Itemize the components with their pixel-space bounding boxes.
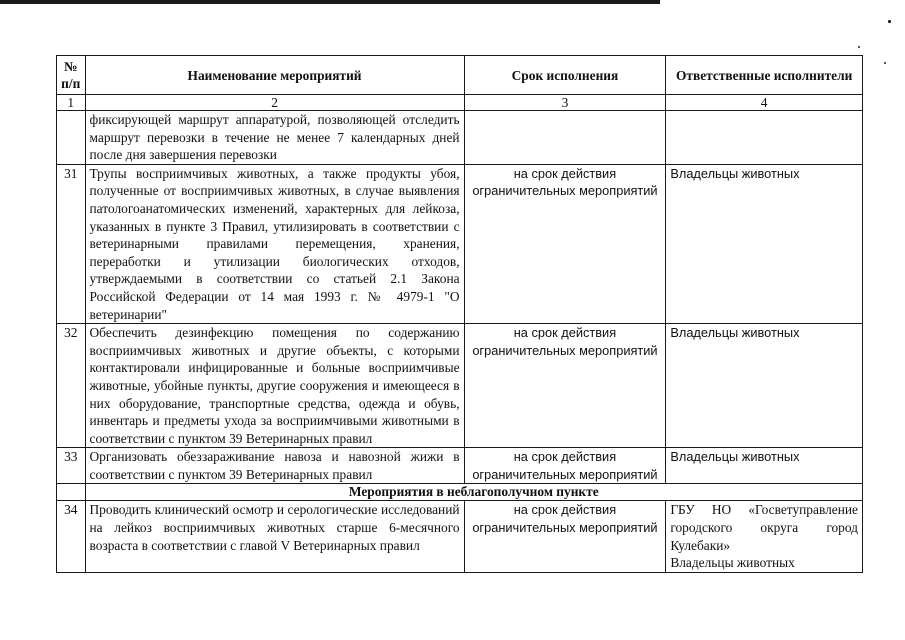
scan-speck — [884, 62, 886, 64]
table-row — [57, 501, 863, 572]
deadline-text — [464, 111, 666, 165]
row-number — [57, 111, 86, 165]
table-row — [57, 324, 863, 448]
row-number: 33 — [57, 448, 86, 484]
header-deadline: Срок исполнения — [464, 56, 666, 95]
deadline-text: на срок действия ограничительных мероприятий — [464, 164, 666, 323]
header-responsible: Ответственные исполнители — [666, 56, 863, 95]
responsible-text — [666, 111, 863, 165]
responsible-agency: ГБУ НО «Госветуправление городского округа город Кулебаки» — [670, 502, 858, 553]
table-row — [57, 111, 863, 165]
measure-text: фиксирующей маршрут аппаратурой, позволяющей отследить маршрут перевозки в течение не менее 7 календарных дней после дня завершения перевозки — [85, 111, 464, 165]
row-number: 32 — [57, 324, 86, 448]
scan-speck — [858, 46, 860, 48]
responsible-text: Владельцы животных — [666, 448, 863, 484]
column-index: 2 — [85, 95, 464, 111]
header-measure-name: Наименование мероприятий — [85, 56, 464, 95]
table-row — [57, 448, 863, 484]
section-row — [57, 484, 863, 501]
measures-table — [56, 55, 863, 573]
measure-text: Трупы восприимчивых животных, а также продукты убоя, полученные от восприимчивых животных, в случае выявления патологоанатомических изменений, характерных для лейкоза, указанных в пункте 3 Правил, утилизировать в соответствии с ветеринарными правилами перемещения, хранения, переработки и утилизации биологических отходов, утверждаемыми в соответствии со статьей 2.1 Закона Российской Федерации от 14 мая 1993 г. № 4979-1 "О ветеринарии" — [85, 164, 464, 323]
measure-text: Проводить клинический осмотр и серологические исследований на лейкоз восприимчивых животных старше 6-месячного возраста в соответствии с главой V Ветеринарных правил — [85, 501, 464, 572]
row-number: 31 — [57, 164, 86, 323]
header-number: № п/п — [57, 56, 86, 95]
responsible-text: Владельцы животных — [666, 324, 863, 448]
responsible-owners: Владельцы животных — [670, 555, 795, 571]
measure-text: Обеспечить дезинфекцию помещения по содержанию восприимчивых животных и другие объекты, с которыми контактировали инфицированные и больные восприимчивые животные, убойные пункты, другие сооружения и имеющееся в них оборудование, транспортные средства, одежда и обувь, инвентарь и предметы ухода за восприимчивыми животными в соответствии с пунктом 39 Ветеринарных правил — [85, 324, 464, 448]
deadline-text: на срок действия ограничительных мероприятий — [464, 501, 666, 572]
column-index: 4 — [666, 95, 863, 111]
section-title: Мероприятия в неблагополучном пункте — [85, 484, 862, 501]
column-index: 1 — [57, 95, 86, 111]
table-header-row — [57, 56, 863, 95]
column-index: 3 — [464, 95, 666, 111]
column-index-row — [57, 95, 863, 111]
responsible-text: Владельцы животных — [666, 164, 863, 323]
table-row — [57, 164, 863, 323]
deadline-text: на срок действия ограничительных мероприятий — [464, 448, 666, 484]
deadline-text: на срок действия ограничительных мероприятий — [464, 324, 666, 448]
row-number: 34 — [57, 501, 86, 572]
top-border-rule — [0, 0, 660, 4]
scan-speck — [888, 20, 891, 23]
responsible-cell — [666, 501, 863, 572]
section-number-cell — [57, 484, 86, 501]
measure-text: Организовать обеззараживание навоза и навозной жижи в соответствии с пунктом 39 Ветеринарных правил — [85, 448, 464, 484]
